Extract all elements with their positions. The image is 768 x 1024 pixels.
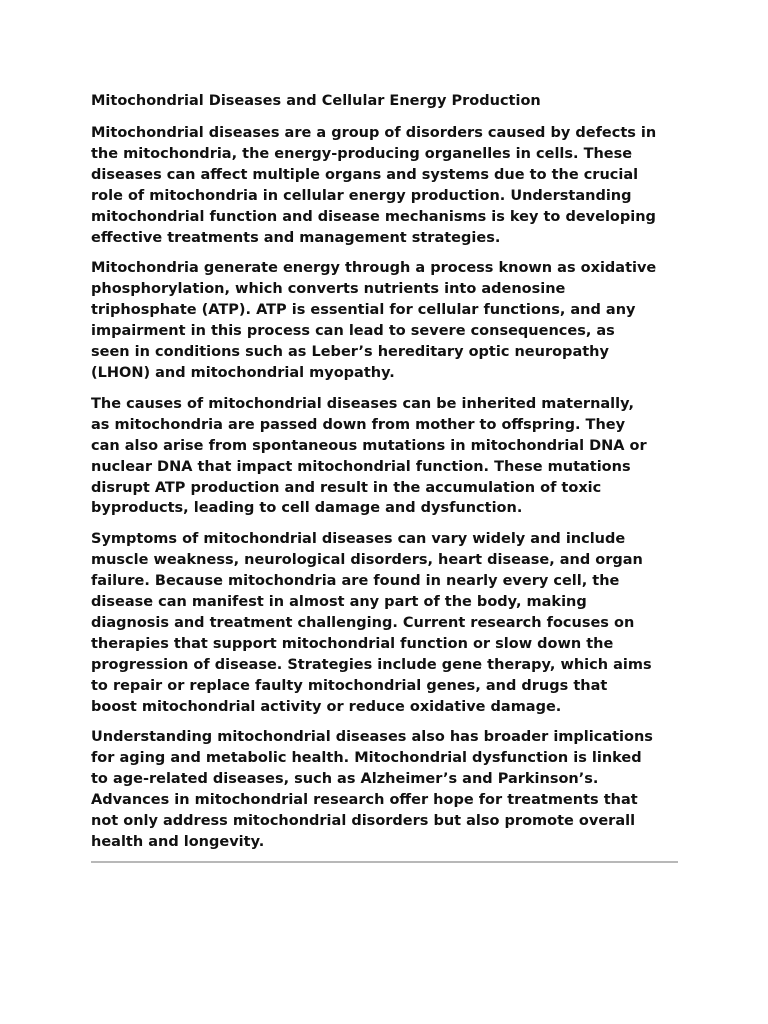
paragraph-line: the mitochondria, the energy-producing organelles in cells. These (91, 145, 633, 162)
paragraph-line: seen in conditions such as Leber’s hereditary optic neuropathy (91, 344, 609, 361)
paragraph-line: Mitochondrial diseases are a group of disorders caused by defects in (91, 125, 657, 141)
paragraph-line: to repair or replace faulty mitochondrial genes, and drugs that (91, 677, 608, 694)
paragraph-line: as mitochondria are passed down from mother to offspring. They (91, 416, 626, 433)
paragraph-implications (91, 727, 681, 852)
paragraph-line: boost mitochondrial activity or reduce oxidative damage. (91, 698, 562, 715)
horizontal-rule (91, 861, 678, 863)
paragraph-line: Symptoms of mitochondrial diseases can vary widely and include (91, 531, 626, 548)
paragraph-causes (91, 394, 681, 519)
paragraph-intro (91, 123, 681, 248)
paragraph-line: The causes of mitochondrial diseases can be inherited maternally, (91, 395, 634, 412)
paragraph-symptoms (91, 529, 681, 717)
paragraph-line: byproducts, leading to cell damage and dysfunction. (91, 500, 523, 517)
paragraph-line: phosphorylation, which converts nutrients into adenosine (91, 281, 566, 298)
paragraph-line: Understanding mitochondrial diseases also has broader implications (91, 729, 653, 746)
paragraph-line: diagnosis and treatment challenging. Current research focuses on (91, 614, 635, 631)
paragraph-line: disease can manifest in almost any part of the body, making (91, 594, 587, 611)
paragraph-energy-generation (91, 258, 681, 383)
paragraph-line: can also arise from spontaneous mutations in mitochondrial DNA or (91, 437, 647, 454)
paragraph-line: (LHON) and mitochondrial myopathy. (91, 364, 395, 381)
paragraph-line: health and longevity. (91, 834, 265, 850)
paragraph-line: progression of disease. Strategies include gene therapy, which aims (91, 656, 652, 673)
paragraph-line: Advances in mitochondrial research offer hope for treatments that (91, 792, 638, 809)
paragraph-line: nuclear DNA that impact mitochondrial function. These mutations (91, 458, 631, 475)
paragraph-line: not only address mitochondrial disorders but also promote overall (91, 813, 636, 830)
paragraph-line: for aging and metabolic health. Mitochondrial dysfunction is linked (91, 750, 642, 767)
paragraph-line: mitochondrial function and disease mechanisms is key to developing (91, 208, 656, 225)
document-title: Mitochondrial Diseases and Cellular Energy Production (91, 93, 541, 109)
paragraph-line: diseases can affect multiple organs and systems due to the crucial (91, 166, 639, 183)
paragraph-line: triphosphate (ATP). ATP is essential for cellular functions, and any (91, 302, 636, 319)
paragraph-line: role of mitochondria in cellular energy production. Understanding (91, 187, 632, 204)
paragraph-line: therapies that support mitochondrial function or slow down the (91, 635, 614, 652)
paragraph-line: failure. Because mitochondria are found in nearly every cell, the (91, 573, 620, 590)
paragraph-line: disrupt ATP production and result in the accumulation of toxic (91, 479, 602, 496)
paragraph-line: to age-related diseases, such as Alzheimer’s and Parkinson’s. (91, 771, 599, 788)
paragraph-line: impairment in this process can lead to severe consequences, as (91, 323, 615, 340)
paragraph-line: Mitochondria generate energy through a process known as oxidative (91, 260, 657, 277)
paragraph-line: effective treatments and management strategies. (91, 229, 501, 246)
document-body (91, 92, 681, 863)
paragraph-line: muscle weakness, neurological disorders, heart disease, and organ (91, 552, 643, 569)
